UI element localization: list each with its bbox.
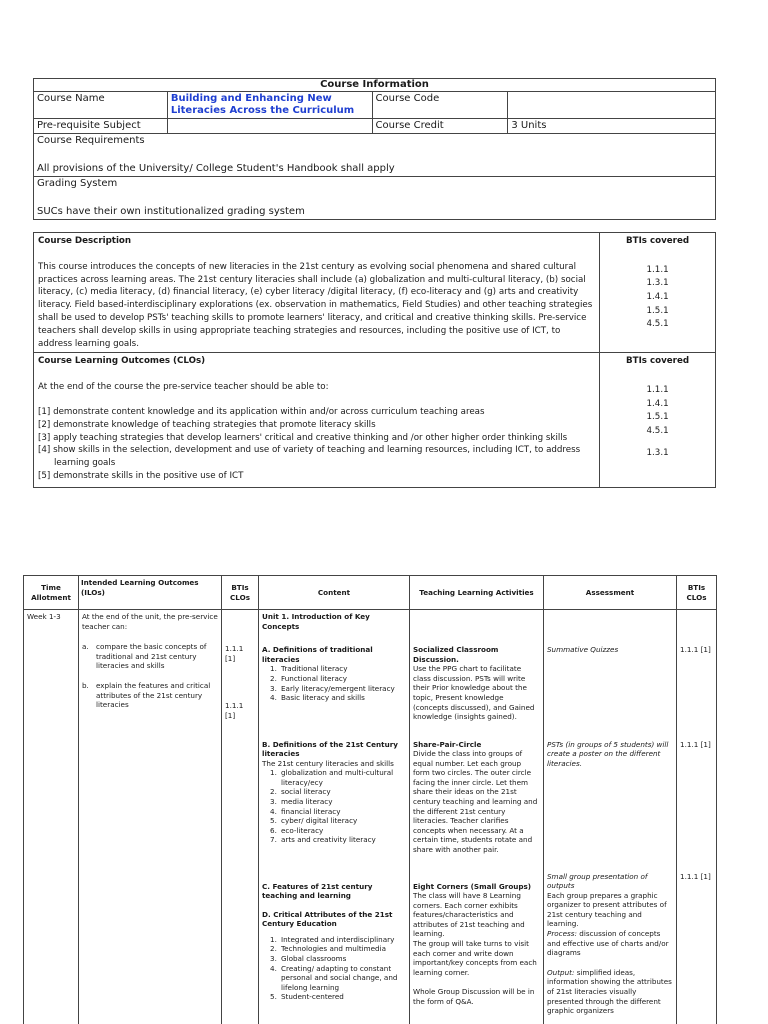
ilo-item (82, 681, 218, 710)
requirements-text: All provisions of the University/ College Student's Handbook shall apply (37, 163, 395, 174)
list-item: 5. cyber/ digital literacy (270, 816, 358, 826)
course-description-btis (600, 233, 716, 353)
section-a-title: A. Definitions of traditional literacies (262, 645, 373, 664)
course-info-heading: Course Information (34, 79, 716, 92)
bti-value: 1.5.1 (646, 412, 669, 423)
ilo-item (82, 642, 218, 671)
header-btis-clos-2: BTIs CLOs (677, 576, 717, 610)
list-item: 4. financial literacy (270, 806, 341, 816)
ilo-letter: b. (82, 680, 89, 690)
syllabus-table (23, 575, 717, 1024)
clo-item: [1] demonstrate content knowledge and its application within and/or across curriculum teaching areas (38, 406, 485, 417)
header-content: Content (259, 576, 410, 610)
ilo-text: compare the basic concepts of traditional and 21st century literacies and skills (96, 642, 207, 671)
list-item: 5. Student-centered (270, 992, 344, 1002)
course-description-text: This course introduces the concepts of new literacies in the 21st century as evolving social phenomena and shared cultural practices across learning areas. The 21st century literacies shall include (a) globalization and multi-cultural literacy, (b) social literacy, (c) media literacy, (d) financial literacy, (e) cyber literacy /digital literacy, (f) eco-literacy and (g) arts and creativity literacy. Field based-interdisciplinary explorations (ex. observation in mathematics, Field Studies) and other teaching strategies shall be used to develop PSTs' teaching skills to promote learners' literacy, and critical and creative thinking skills. Pre-service teachers shall develop skills in using appropriate teaching strategies and resources, including the positive use of ICT, to address learning goals. (38, 261, 593, 349)
clos-list (38, 406, 595, 483)
header-ilos: Intended Learning Outcomes (ILOs) (79, 576, 222, 610)
tla-cd-text-2: The group will take turns to visit each corner and write down important/key concepts from each learning corner. (413, 939, 537, 977)
tla-a-text: Use the PPG chart to facilitate class discussion. PSTs will write their Prior knowledge about the topic, Present knowledge (concepts discussed), and Gained knowledge (insights gained). (413, 664, 535, 722)
bti-value: 1.1.1 (646, 385, 669, 396)
section-d-title: D. Critical Attributes of the 21st Century Education (262, 909, 393, 929)
list-item: 4. Creating/ adapting to constant personal and social change, and lifelong learning (270, 963, 398, 992)
list-item: 2. social literacy (270, 787, 331, 797)
list-item: 2. Technologies and multimedia (270, 944, 387, 954)
bti-value: 1.3.1 (646, 447, 669, 458)
tla-cd-text-1: The class will have 8 Learning corners. Each corner exhibits features/characteristics and attributes of 21st teaching and learning. (413, 891, 525, 939)
bti-value: 1.5.1 (646, 305, 669, 316)
tla-b-title: Share-Pair-Circle (413, 739, 482, 749)
list-item: 4. Basic literacy and skills (270, 693, 365, 703)
course-name-label: Course Name (34, 92, 168, 119)
assessment-b: PSTs (in groups of 5 students) will create a poster on the different literacies. (547, 739, 669, 768)
course-requirements-cell (34, 134, 716, 177)
course-description-cell (34, 233, 600, 353)
list-item: 1. globalization and multi-cultural literacy/ecy (270, 768, 394, 787)
header-btis-clos: BTIs CLOs (222, 576, 259, 610)
list-item: 3. Global classrooms (270, 954, 347, 964)
content-cell-a (259, 610, 410, 730)
btis-covered-label: BTIs covered (626, 356, 690, 367)
clo-item: [4] show skills in the selection, development and use of variety of teaching and learning resources, including ICT, to address learning goals (38, 445, 581, 469)
table-row (24, 610, 717, 730)
course-name-value: Building and Enhancing New Literacies Across the Curriculum (167, 92, 372, 119)
prereq-label: Pre-requisite Subject (34, 119, 168, 134)
week-cell: Week 1-3 (24, 610, 79, 1024)
tla-cd-text-3: Whole Group Discussion will be in the form of Q&A. (413, 987, 535, 1007)
bti-value: 1.3.1 (646, 278, 669, 289)
content-cell-b (259, 730, 410, 870)
tla-b-text: Divide the class into groups of equal number. Let each group form two circles. The outer circle facing the inner circle. Let them share their ideas on the 21st century teaching and learning and the different 21st century literacies. Teacher clarifies concepts when necessary. At a certain time, students rotate and share with another pair. (413, 749, 538, 855)
list-item: 1. Traditional literacy (270, 664, 348, 674)
header-tla: Teaching Learning Activities (410, 576, 544, 610)
ilo-intro: At the end of the unit, the pre-service teacher can: (82, 612, 218, 631)
header-assessment: Assessment (544, 576, 677, 610)
ilo-text: explain the features and critical attributes of the 21st century literacies (96, 680, 211, 710)
list-item: 7. arts and creativity literacy (270, 835, 376, 845)
clos-intro: At the end of the course the pre-service teacher should be able to: (38, 382, 329, 393)
clos-cell (34, 353, 600, 488)
assessment-cd-text: Each group prepares a graphic organizer to present attributes of 21st century teaching and learning. (547, 890, 667, 929)
bti-a: 1.1.1 [1] (680, 645, 711, 654)
course-code-label: Course Code (372, 92, 508, 119)
list-item: 3. Early literacy/emergent literacy (270, 683, 395, 693)
assessment-cell-a (544, 610, 677, 730)
assessment-a: Summative Quizzes (547, 645, 619, 654)
bti-value: 1.4.1 (646, 398, 669, 409)
section-b-subtitle: The 21st century literacies and skills (262, 758, 394, 768)
bti-b: 1.1.1 [1] (680, 739, 711, 749)
btis-cell-a (677, 610, 717, 730)
clo-item: [5] demonstrate skills in the positive use of ICT (38, 470, 244, 481)
requirements-label: Course Requirements (37, 135, 145, 146)
content-cell-cd (259, 870, 410, 1024)
btis-cell-b (677, 730, 717, 870)
header-time-allotment: Time Allotment (24, 576, 79, 610)
ilo-btis-cell (222, 610, 259, 1024)
unit-title: Unit 1. Introduction of Key Concepts (262, 612, 370, 631)
prereq-value (167, 119, 372, 134)
list-item: 1. Integrated and interdisciplinary (270, 934, 395, 944)
section-d-list (262, 935, 406, 1002)
assessment-cd-output: Output: simplified ideas, information showing the attributes of 21st literacies visually presented through the different graphic organizers (547, 967, 672, 1016)
btis-covered-label: BTIs covered (626, 236, 690, 246)
tla-cell-b (410, 730, 544, 870)
grading-label: Grading System (37, 178, 118, 189)
credit-label: Course Credit (372, 119, 508, 134)
bti-value: 4.5.1 (646, 319, 669, 330)
tla-cell-a (410, 610, 544, 730)
clos-btis-list (604, 384, 711, 460)
grading-text: SUCs have their own institutionalized grading system (37, 206, 305, 217)
ilo-bti: 1.1.1 [1] (225, 644, 244, 663)
credit-value: 3 Units (508, 119, 716, 134)
ilo-cell (79, 610, 222, 1024)
course-description-label: Course Description (38, 236, 132, 246)
clo-item: [2] demonstrate knowledge of teaching strategies that promote literacy skills (38, 419, 376, 430)
bti-cd: 1.1.1 [1] (680, 871, 711, 881)
tla-a-title: Socialized Classroom Discussion. (413, 645, 499, 664)
assessment-cell-cd (544, 870, 677, 1024)
ilo-bti: 1.1.1 [1] (225, 701, 244, 720)
list-item: 2. Functional literacy (270, 673, 348, 683)
ilo-letter: a. (82, 642, 89, 652)
course-description-table (33, 232, 716, 488)
course-information-table (33, 78, 716, 220)
course-code-value (508, 92, 716, 119)
section-b-list (262, 768, 406, 845)
btis-cell-cd (677, 870, 717, 1024)
section-b-title: B. Definitions of the 21st Century literacies (262, 739, 398, 759)
tla-cd-title: Eight Corners (Small Groups) (413, 881, 532, 891)
bti-value: 4.5.1 (646, 425, 669, 436)
clos-btis (600, 353, 716, 488)
section-c-title: C. Features of 21st century teaching and learning (262, 881, 373, 901)
clo-item: [3] apply teaching strategies that develop learners' critical and creative thinking and /or other higher order thinking skills (38, 432, 568, 443)
assessment-cd-title: Small group presentation of outputs (547, 871, 648, 891)
section-a-list (262, 664, 406, 702)
assessment-cd-process: Process: discussion of concepts and effective use of charts and/or diagrams (547, 929, 669, 958)
tla-cell-cd (410, 870, 544, 1024)
description-btis-list (604, 264, 711, 332)
bti-value: 1.4.1 (646, 291, 669, 302)
bti-value: 1.1.1 (646, 264, 669, 275)
assessment-cell-b (544, 730, 677, 870)
list-item: 6. eco-literacy (270, 825, 324, 835)
grading-system-cell (34, 177, 716, 220)
list-item: 3. media literacy (270, 797, 333, 807)
clos-label: Course Learning Outcomes (CLOs) (38, 356, 206, 367)
